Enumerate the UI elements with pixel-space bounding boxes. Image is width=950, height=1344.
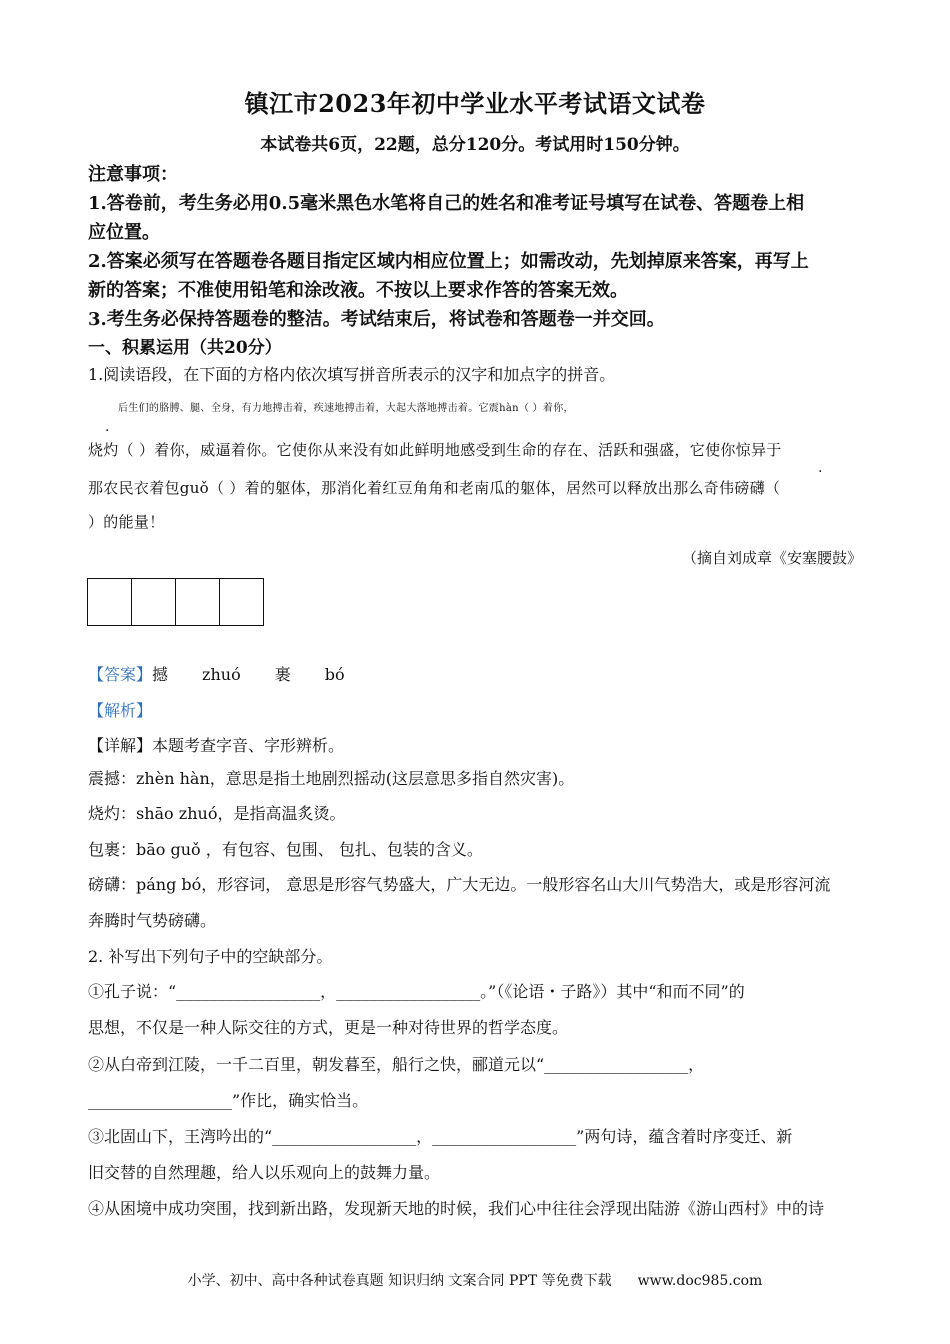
explain-line-3: 包裹：bāo guǒ ，有包容、包围、 包扎、包装的含义。	[88, 840, 483, 859]
q2-item-3-line-1: ③北固山下，王湾吟出的“__________________，__________________”两句诗，蕴含着时序变迁、新	[88, 1127, 793, 1146]
answer-line	[88, 663, 868, 687]
passage-source: （摘自刘成章《安塞腰鼓》	[681, 549, 862, 567]
explain-line-5: 奔腾时气势磅礴。	[88, 911, 217, 930]
notice-heading: 注意事项：	[88, 164, 178, 185]
page-title: 镇江市2023年初中学业水平考试语文试卷	[244, 89, 706, 118]
q2-item-1-line-1: ①孔子说：“__________________，__________________。”（《论语・子路》）其中“和而不同”的	[88, 982, 745, 1001]
answer-item: zhuó	[202, 665, 241, 684]
answer-grid	[87, 578, 264, 626]
answer-item: bó	[324, 665, 345, 684]
explain-line-4: 磅礴：páng bó，形容词， 意思是形容气势盛大，广大无边。一般形容名山大川气势浩大，或是形容河流	[88, 875, 831, 894]
q2-item-1-line-2: 思想，不仅是一种人际交往的方式，更是一种对待世界的哲学态度。	[88, 1018, 569, 1037]
notice-item-2-line-2: 新的答案；不准使用铅笔和涂改液。不按以上要求作答的答案无效。	[88, 280, 628, 301]
notice-item-1-line-2: 应位置。	[88, 222, 160, 243]
exam-subtitle: 本试卷共6页，22题，总分120分。考试用时150分钟。	[260, 135, 690, 155]
passage-line-1: 后生们的胳膊、腿、全身，有力地搏击着，疾速地搏击着，大起大落地搏击着。它震hàn（ ）着你，	[118, 403, 574, 414]
answer-item: 撼	[152, 665, 169, 684]
footer-text: 小学、初中、高中各种试卷真题 知识归纳 文案合同 PPT 等免费下载	[187, 1273, 612, 1289]
emphasis-dot: .	[105, 419, 110, 435]
notice-item-1-line-1: 1.答卷前，考生务必用0.5毫米黑色水笔将自己的姓名和准考证号填写在试卷、答题卷上相	[88, 193, 805, 214]
answer-label: 【答案】	[88, 665, 153, 684]
question-1-prompt: 1.阅读语段，在下面的方格内依次填写拼音所表示的汉字和加点字的拼音。	[88, 365, 616, 384]
explain-line-2: 烧灼：shāo zhuó，是指高温炙烫。	[88, 804, 346, 823]
footer-url[interactable]: www.doc985.com	[637, 1273, 763, 1289]
passage-line-2: 烧灼（ ）着你，威逼着你。它使你从来没有如此鲜明地感受到生命的存在、活跃和强盛，它使你惊异于	[88, 441, 782, 459]
passage-line-3: 那农民衣着包guǒ（ ）着的躯体，那消化着红豆角角和老南瓜的躯体，居然可以释放出那么奇伟磅礴（	[88, 479, 781, 497]
q2-item-3-line-2: 旧交替的自然理趣，给人以乐观向上的鼓舞力量。	[88, 1163, 441, 1182]
answer-box[interactable]	[88, 579, 132, 625]
answer-box[interactable]	[132, 579, 176, 625]
passage-line-4: ）的能量！	[88, 513, 165, 531]
question-2-prompt: 2. 补写出下列句子中的空缺部分。	[88, 947, 333, 966]
emphasis-dot: .	[818, 460, 823, 476]
q2-item-4-line-1: ④从困境中成功突围，找到新出路，发现新天地的时候，我们心中往往会浮现出陆游《游山西村》中的诗	[88, 1199, 825, 1218]
detail-line: 【详解】本题考查字音、字形辨析。	[88, 736, 345, 755]
answer-box[interactable]	[176, 579, 220, 625]
notice-item-3: 3.考生务必保持答题卷的整洁。考试结束后，将试卷和答题卷一并交回。	[88, 309, 665, 330]
notice-item-2-line-1: 2.答案必须写在答题卷各题目指定区域内相应位置上；如需改动，先划掉原来答案，再写上	[88, 251, 809, 272]
answer-item: 裹	[274, 665, 291, 684]
page-footer	[0, 1270, 950, 1290]
q2-item-2-line-1: ②从白帝到江陵，一千二百里，朝发暮至，船行之快，郦道元以“__________________，	[88, 1055, 705, 1074]
explain-line-1: 震撼：zhèn hàn，意思是指土地剧烈摇动(这层意思多指自然灾害)。	[88, 769, 575, 788]
analysis-label: 【解析】	[88, 701, 153, 720]
section-1-heading: 一、积累运用（共20分）	[88, 338, 282, 358]
answer-box[interactable]	[220, 579, 263, 625]
q2-item-2-line-2: __________________”作比，确实恰当。	[88, 1091, 369, 1110]
